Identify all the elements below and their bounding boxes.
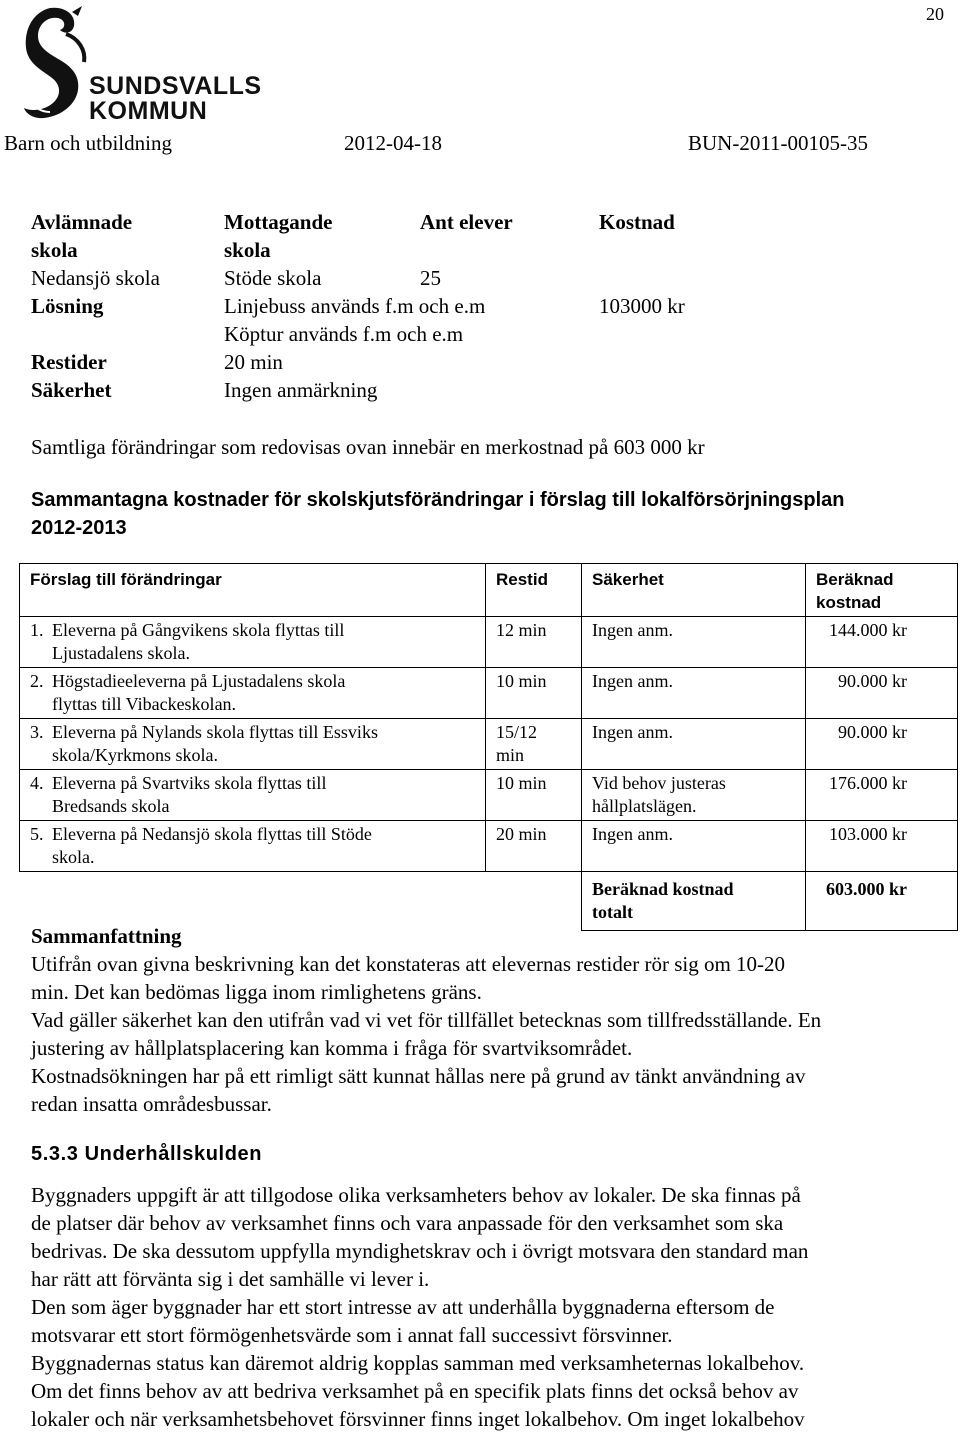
header-reference: BUN-2011-00105-35	[688, 131, 869, 155]
summary-line: Utifrån ovan givna beskrivning kan det konstateras att elevernas restider rör sig om 10-20	[31, 952, 786, 976]
maintenance-line: motsvarar ett stort förmögenhetsvärde som i annat fall successivt försvinner.	[31, 1323, 673, 1347]
row-text-line-1: Högstadieeleverna på Ljustadalens skola	[52, 671, 346, 691]
municipality-logo	[20, 4, 260, 124]
row-text-line-1: Eleverna på Nylands skola flyttas till Essviks	[52, 722, 378, 742]
row-number: 5.	[30, 824, 44, 844]
row-number: 1.	[30, 620, 44, 640]
row-number: 2.	[30, 671, 44, 691]
table-row	[20, 617, 958, 668]
row-text-line-2: skola/Kyrkmons skola.	[52, 745, 218, 765]
summary-heading: Sammanfattning	[31, 924, 182, 948]
row-safety: Ingen anm.	[592, 824, 673, 844]
row-safety-line-2: hållplatslägen.	[592, 796, 697, 816]
total-label-line-2: totalt	[592, 902, 633, 922]
section-heading-line-2: 2012-2013	[31, 517, 127, 539]
row-safety: Ingen anm.	[592, 671, 673, 691]
safety-value: Ingen anmärkning	[224, 378, 378, 402]
row-safety-line-1: Vid behov justeras	[592, 773, 726, 793]
maintenance-paragraph	[31, 1181, 931, 1433]
summary-line: Kostnadsökningen har på ett rimligt sätt kunnat hållas nere på grund av tänkt användning av	[31, 1064, 806, 1088]
row-text-line-2: Ljustadalens skola.	[52, 643, 190, 663]
summary-line: min. Det kan bedömas ligga inom rimlighetens gräns.	[31, 980, 482, 1004]
row-cost: 176.000 kr	[829, 773, 907, 793]
solution-cost: 103000 kr	[599, 294, 685, 318]
row-cost: 103.000 kr	[829, 824, 907, 844]
solution-line-2: Köptur används f.m och e.m	[224, 322, 464, 346]
travel-time-value: 20 min	[224, 350, 283, 374]
total-label-line-1: Beräknad kostnad	[592, 879, 734, 899]
row-cost: 144.000 kr	[829, 620, 907, 640]
maintenance-heading: 5.3.3 Underhållskulden	[31, 1143, 263, 1165]
from-school-value: Nedansjö skola	[31, 266, 160, 290]
maintenance-line: Byggnaders uppgift är att tillgodose olika verksamheters behov av lokaler. De ska finnas på	[31, 1183, 801, 1207]
col-header-from-school: Avlämnade skola	[31, 210, 133, 262]
summary-line: Vad gäller säkerhet kan den utifrån vad vi vet för tillfället betecknas som tillfredsställande. En	[31, 1008, 822, 1032]
row-text-line-1: Eleverna på Svartviks skola flyttas till	[52, 773, 327, 793]
row-text-line-2: flyttas till Vibackeskolan.	[52, 694, 237, 714]
row-safety: Ingen anm.	[592, 620, 673, 640]
row-number: 3.	[30, 722, 44, 742]
table-row	[20, 668, 958, 719]
header-date: 2012-04-18	[344, 131, 442, 155]
table-row	[20, 821, 958, 872]
maintenance-line: lokaler och när verksamhetsbehovet försvinner finns inget lokalbehov. Om inget lokalbehov	[31, 1407, 805, 1431]
table-row	[20, 719, 958, 770]
row-travel-line-1: 15/12	[496, 722, 538, 742]
proposal-table	[19, 563, 958, 931]
col-header-to-school: Mottagande skola	[224, 210, 333, 262]
row-text-line-2: skola.	[52, 847, 95, 867]
row-cost: 90.000 kr	[838, 722, 907, 742]
proposal-table-header	[20, 564, 958, 617]
header-cost-line-2: kostnad	[816, 593, 882, 612]
maintenance-line: har rätt att förvänta sig i det samhälle vi lever i.	[31, 1267, 430, 1291]
summary-paragraph	[31, 950, 931, 1118]
header-safety: Säkerhet	[582, 564, 806, 617]
row-text-line-1: Eleverna på Nedansjö skola flyttas till Stöde	[52, 824, 372, 844]
maintenance-line: Den som äger byggnader har ett stort intresse av att underhålla byggnaderna eftersom de	[31, 1295, 775, 1319]
row-travel: 10 min	[496, 773, 547, 793]
col-header-cost: Kostnad	[599, 210, 675, 234]
header-proposal: Förslag till förändringar	[20, 564, 486, 617]
page-number: 20	[926, 4, 944, 24]
header-travel: Restid	[486, 564, 582, 617]
summary-line: Samtliga förändringar som redovisas ovan innebär en merkostnad på 603 000 kr	[31, 435, 705, 459]
students-value: 25	[420, 266, 441, 290]
row-travel: 20 min	[496, 824, 547, 844]
row-text-line-1: Eleverna på Gångvikens skola flyttas till	[52, 620, 345, 640]
header-cost-line-1: Beräknad	[816, 570, 894, 589]
summary-line: justering av hållplatsplacering kan komma i fråga för svartviksområdet.	[31, 1036, 633, 1060]
total-value: 603.000 kr	[826, 879, 907, 899]
to-school-value: Stöde skola	[224, 266, 322, 290]
row-safety: Ingen anm.	[592, 722, 673, 742]
header-department: Barn och utbildning	[4, 131, 172, 155]
row-cost: 90.000 kr	[838, 671, 907, 691]
maintenance-line: de platser där behov av verksamhet finns och vara anpassade för den verksamhet som ska	[31, 1211, 784, 1235]
solution-line-1: Linjebuss används f.m och e.m	[224, 294, 486, 318]
row-travel: 10 min	[496, 671, 547, 691]
row-travel-line-2: min	[496, 745, 525, 765]
maintenance-line: Byggnadernas status kan däremot aldrig kopplas samman med verksamheternas lokalbehov.	[31, 1351, 805, 1375]
col-header-students: Ant elever	[420, 210, 513, 234]
travel-time-label: Restider	[31, 350, 107, 374]
table-row	[20, 770, 958, 821]
section-heading-line-1: Sammantagna kostnader för skolskjutsförändringar i förslag till lokalförsörjningsplan	[31, 489, 845, 511]
row-number: 4.	[30, 773, 44, 793]
row-text-line-2: Bredsands skola	[52, 796, 170, 816]
maintenance-line: Om det finns behov av att bedriva verksamhet på en specifik plats finns det också behov av	[31, 1379, 799, 1403]
safety-label: Säkerhet	[31, 378, 112, 402]
maintenance-line: bedrivas. De ska dessutom uppfylla myndighetskrav och i övrigt motsvara den standard man	[31, 1239, 809, 1263]
header-cost	[806, 564, 958, 617]
summary-line: redan insatta områdesbussar.	[31, 1092, 272, 1116]
logo-line-2: KOMMUN	[89, 97, 208, 125]
logo-line-1: SUNDSVALLS	[89, 72, 262, 100]
dragon-emblem-icon	[20, 4, 100, 126]
solution-label: Lösning	[31, 294, 104, 318]
row-travel: 12 min	[496, 620, 547, 640]
